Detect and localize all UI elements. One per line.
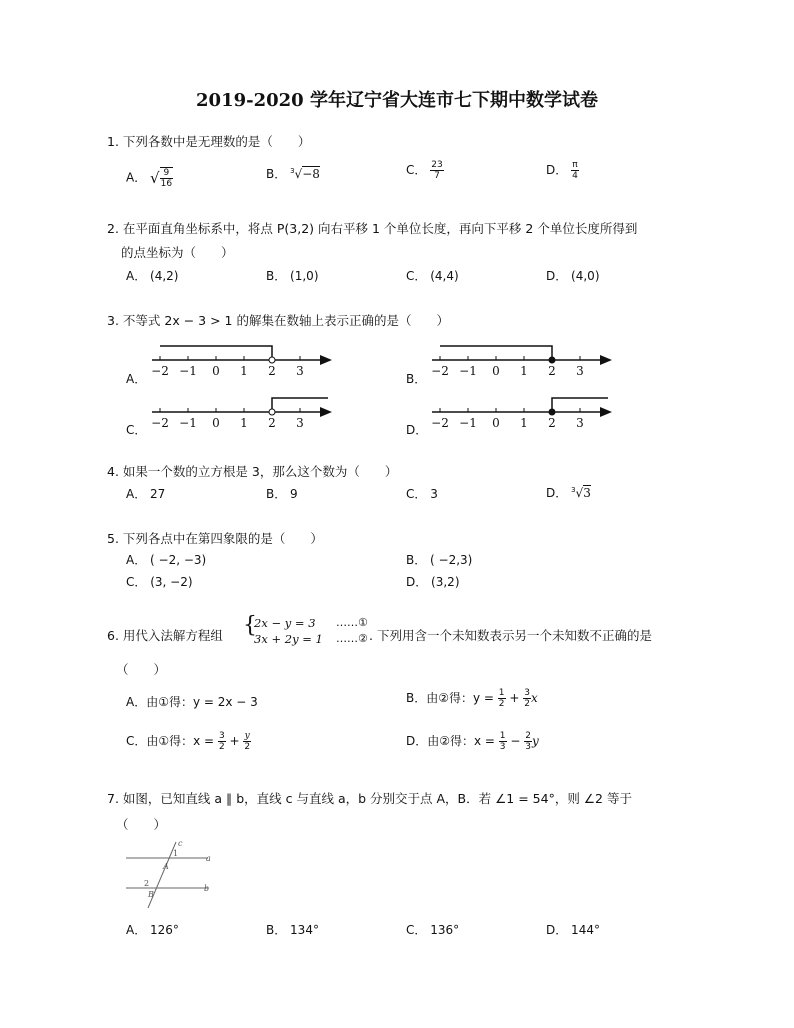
tick-label: 1 xyxy=(520,364,528,378)
open-dot xyxy=(269,409,275,415)
q7-option-c[interactable]: C． 136° xyxy=(406,923,460,937)
q6-c-op: + xyxy=(225,734,244,748)
question-6-stem-line2: （ ） xyxy=(116,662,167,677)
tick-label: −1 xyxy=(459,416,477,430)
q5-option-c[interactable]: C． (3, −2) xyxy=(126,575,193,589)
point-B-label: B xyxy=(148,890,154,899)
q4-d-root-index: 3 xyxy=(571,486,576,494)
q1-d-den: 4 xyxy=(572,171,578,181)
frac-den: 2 xyxy=(218,742,225,752)
q6-option-d[interactable] xyxy=(406,731,539,752)
tick-label: −2 xyxy=(151,364,169,378)
tick-label: 3 xyxy=(296,364,304,378)
q2-option-c[interactable]: C． (4,4) xyxy=(406,269,459,283)
q1-b-radicand: −8 xyxy=(302,167,320,181)
q1-c-fraction xyxy=(430,160,443,181)
tick-label: 0 xyxy=(492,364,500,378)
q3-option-d-label[interactable]: D． xyxy=(406,423,428,437)
q1-option-b-label: B． xyxy=(266,167,287,181)
q5-option-b[interactable]: B． ( −2,3) xyxy=(406,553,473,567)
q6-c-frac-2 xyxy=(243,731,251,752)
parallel-lines-figure xyxy=(122,838,222,910)
question-2-stem-line2: 的点坐标为（ ） xyxy=(121,245,234,260)
q4-option-b[interactable]: B． 9 xyxy=(266,487,298,501)
q7-option-b[interactable]: B． 134° xyxy=(266,923,319,937)
q1-d-num: π xyxy=(572,160,578,170)
q6-option-a[interactable]: A．由①得：y = 2x − 3 xyxy=(126,695,258,709)
q1-option-a[interactable] xyxy=(126,167,173,189)
label-b: b xyxy=(204,884,210,893)
frac-den: 3 xyxy=(525,742,531,752)
q6-option-b[interactable] xyxy=(406,688,538,709)
tick-label: 2 xyxy=(268,416,276,430)
q4-option-a[interactable]: A． 27 xyxy=(126,487,166,501)
number-line-a xyxy=(148,340,338,380)
q6-b-var: x xyxy=(530,691,538,705)
system-eq-1: 2x − y = 3 xyxy=(254,616,316,630)
q2-option-a[interactable]: A． (4,2) xyxy=(126,269,179,283)
q6-d-var: y xyxy=(531,734,539,748)
q3-option-c-label[interactable]: C． xyxy=(126,423,147,437)
q5-option-d[interactable]: D． (3,2) xyxy=(406,575,460,589)
q2-option-d[interactable]: D． (4,0) xyxy=(546,269,600,283)
q1-a-fraction xyxy=(160,167,173,189)
q1-option-c-label: C． xyxy=(406,163,427,177)
q1-option-d[interactable] xyxy=(546,160,579,181)
tick-label: 1 xyxy=(240,364,248,378)
q4-option-d[interactable] xyxy=(546,484,591,501)
closed-dot xyxy=(549,357,555,363)
tick-label: 0 xyxy=(212,364,220,378)
sqrt-sign: √ xyxy=(150,169,160,187)
question-6-stem-pre: 6. 用代入法解方程组 xyxy=(107,628,223,643)
system-mark-1: ……① xyxy=(336,616,368,629)
tick-label: −2 xyxy=(431,364,449,378)
question-3-stem: 3. 不等式 2x − 3 > 1 的解集在数轴上表示正确的是（ ） xyxy=(107,313,449,328)
tick-label: 0 xyxy=(212,416,220,430)
angle-1-label: 1 xyxy=(173,849,179,858)
q3-option-b-label[interactable]: B． xyxy=(406,372,427,386)
q6-b-frac-2 xyxy=(523,688,531,709)
question-6-stem-post: . 下列用含一个未知数表示另一个未知数不正确的是 xyxy=(369,628,652,643)
tick-label: −1 xyxy=(179,364,197,378)
q6-d-text: D．由②得：x = xyxy=(406,734,499,748)
tick-label: 2 xyxy=(548,416,556,430)
q6-d-frac-1 xyxy=(499,731,507,752)
q1-d-fraction xyxy=(571,160,579,181)
q6-d-frac-2 xyxy=(524,731,532,752)
system-mark-2: ……② xyxy=(336,632,368,645)
q1-option-c[interactable] xyxy=(406,160,444,181)
frac-num: 3 xyxy=(218,731,225,741)
system-brace: { xyxy=(243,613,257,638)
point-A-label: A xyxy=(163,862,169,871)
q6-b-frac-1 xyxy=(498,688,506,709)
open-dot xyxy=(269,357,275,363)
label-c: c xyxy=(178,839,183,848)
q7-option-d[interactable]: D． 144° xyxy=(546,923,600,937)
number-line-c xyxy=(148,392,338,432)
frac-den: 3 xyxy=(499,742,506,752)
q7-option-a[interactable]: A． 126° xyxy=(126,923,179,937)
label-a: a xyxy=(206,854,211,863)
page-title: 2019-2020 学年辽宁省大连市七下期中数学试卷 xyxy=(196,90,598,111)
frac-num: 1 xyxy=(499,731,506,741)
q1-option-a-label: A． xyxy=(126,170,147,185)
question-5-stem: 5. 下列各点中在第四象限的是（ ） xyxy=(107,531,323,546)
question-2-stem-line1: 2. 在平面直角坐标系中，将点 P(3,2) 向右平移 1 个单位长度，再向下平移 2 个单位长度所得到 xyxy=(107,221,638,236)
frac-den: 2 xyxy=(244,742,251,752)
q6-d-op: − xyxy=(506,734,525,748)
question-7-stem-line1: 7. 如图，已知直线 a ∥ b，直线 c 与直线 a，b 分别交于点 A，B．若 ∠1 = 54°，则 ∠2 等于 xyxy=(107,791,632,806)
q1-option-b[interactable] xyxy=(266,165,320,182)
q1-a-num: 9 xyxy=(160,168,173,179)
tick-label: −1 xyxy=(459,364,477,378)
q2-option-b[interactable]: B． (1,0) xyxy=(266,269,319,283)
q6-option-c[interactable] xyxy=(126,731,251,752)
tick-label: 3 xyxy=(576,416,584,430)
q4-option-d-label: D． xyxy=(546,486,568,500)
closed-dot xyxy=(549,409,555,415)
axis-arrow-icon xyxy=(320,355,332,365)
q6-c-text: C．由①得：x = xyxy=(126,734,218,748)
frac-num: 1 xyxy=(498,688,505,698)
tick-label: −1 xyxy=(179,416,197,430)
question-7-stem-line2: （ ） xyxy=(116,817,167,832)
q1-b-root-index: 3 xyxy=(290,167,295,175)
frac-den: 2 xyxy=(498,699,505,709)
cbrt-sign: √ xyxy=(575,486,584,500)
tick-label: 3 xyxy=(576,364,584,378)
q6-b-text: B．由②得：y = xyxy=(406,691,498,705)
frac-num: 2 xyxy=(525,731,531,741)
tick-label: 3 xyxy=(296,416,304,430)
cbrt-sign: √ xyxy=(294,167,303,181)
number-line-d xyxy=(428,392,618,432)
axis-arrow-icon xyxy=(600,355,612,365)
tick-label: 2 xyxy=(268,364,276,378)
angle-2-label: 2 xyxy=(144,879,150,888)
q3-option-a-label[interactable]: A． xyxy=(126,372,147,386)
question-4-stem: 4. 如果一个数的立方根是 3，那么这个数为（ ） xyxy=(107,464,398,479)
number-line-b xyxy=(428,340,618,380)
q1-c-num: 23 xyxy=(431,160,443,170)
question-1-stem: 1. 下列各数中是无理数的是（ ） xyxy=(107,134,311,149)
q6-b-op: + xyxy=(505,691,524,705)
q5-option-a[interactable]: A． ( −2, −3) xyxy=(126,553,207,567)
q1-c-den: 7 xyxy=(434,171,440,181)
q1-a-den: 16 xyxy=(160,179,173,189)
tick-label: 1 xyxy=(240,416,248,430)
frac-num: y xyxy=(244,731,250,741)
frac-num: 3 xyxy=(524,688,530,698)
q6-c-frac-1 xyxy=(218,731,226,752)
tick-label: 2 xyxy=(548,364,556,378)
q1-option-d-label: D． xyxy=(546,163,568,177)
tick-label: −2 xyxy=(431,416,449,430)
tick-label: −2 xyxy=(151,416,169,430)
tick-label: 0 xyxy=(492,416,500,430)
axis-arrow-icon xyxy=(600,407,612,417)
q4-d-radicand: 3 xyxy=(583,486,591,500)
tick-label: 1 xyxy=(520,416,528,430)
system-eq-2: 3x + 2y = 1 xyxy=(254,632,323,646)
frac-den: 2 xyxy=(524,699,530,709)
q4-option-c[interactable]: C． 3 xyxy=(406,487,438,501)
axis-arrow-icon xyxy=(320,407,332,417)
